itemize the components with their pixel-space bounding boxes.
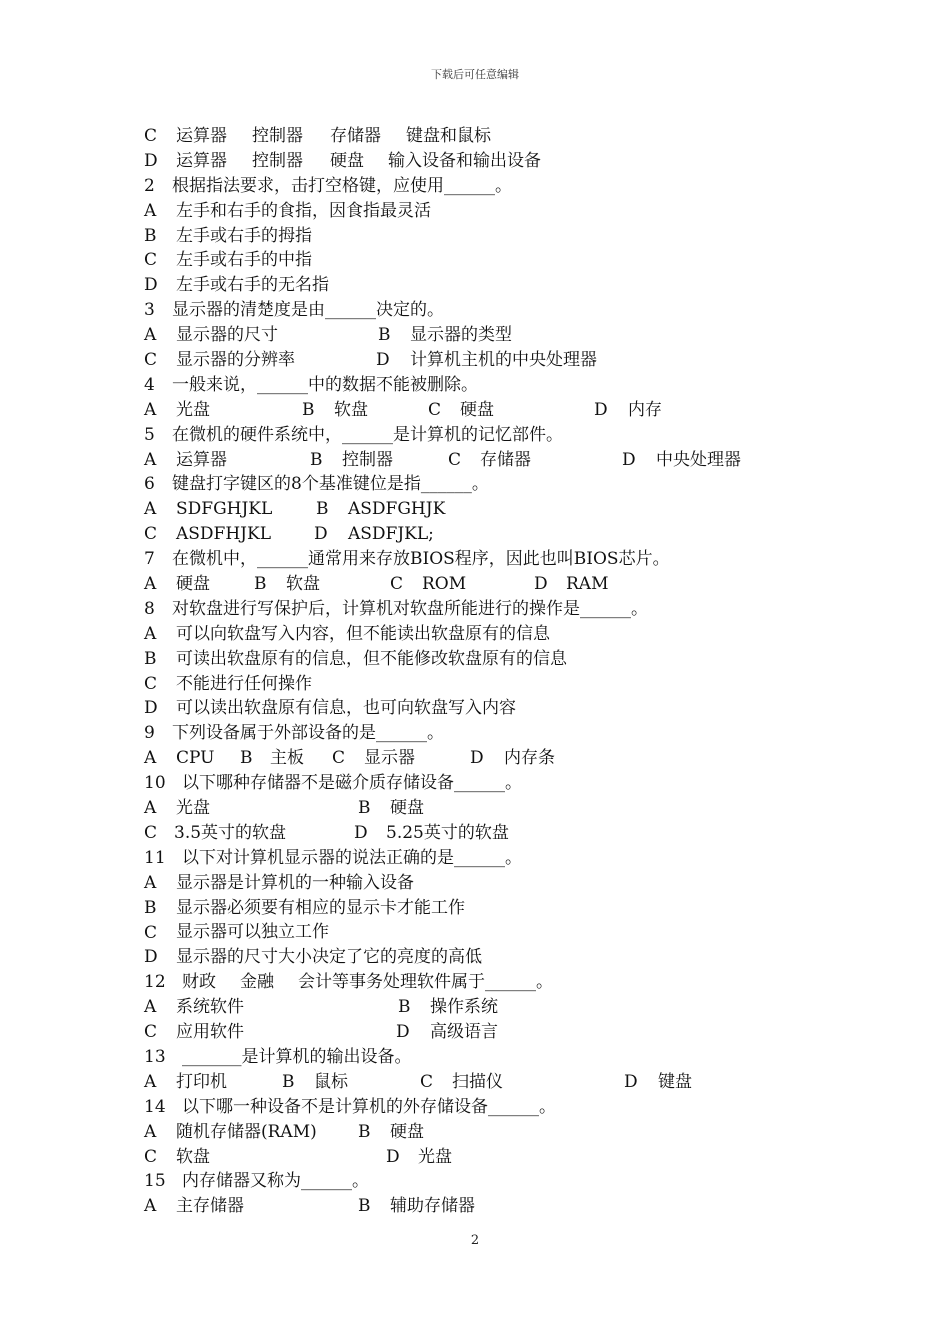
text-line xyxy=(144,970,824,995)
line-text: C xyxy=(428,399,442,420)
line-text: 3.5英寸的软盘 xyxy=(174,822,287,843)
line-label: C xyxy=(144,1146,158,1167)
line-text: 硬盘 xyxy=(390,798,424,819)
line-text: 存储器 xyxy=(480,449,531,470)
line-text: D xyxy=(354,822,368,843)
line-text: 显示器的类型 xyxy=(410,325,512,346)
text-line xyxy=(144,547,824,572)
line-text: 主存储器 xyxy=(176,1196,244,1217)
line-text: B xyxy=(310,449,323,470)
line-text: 显示器的尺寸大小决定了它的亮度的高低 xyxy=(176,947,482,968)
line-text: 左手或右手的无名指 xyxy=(176,275,329,296)
text-line xyxy=(144,846,824,871)
line-text: _______是计算机的输出设备。 xyxy=(182,1046,412,1067)
line-text: 显示器必须要有相应的显示卡才能工作 xyxy=(176,897,465,918)
line-label: C xyxy=(144,126,158,146)
line-text: 在微机的硬件系统中，______是计算机的记忆部件。 xyxy=(172,424,563,445)
line-label: D xyxy=(144,275,158,296)
text-line xyxy=(144,1020,824,1045)
text-line xyxy=(144,771,824,796)
text-line xyxy=(144,1169,824,1194)
line-text: C xyxy=(390,574,404,595)
line-text: 键盘打字键区的8个基准键位是指______。 xyxy=(172,474,489,495)
text-line xyxy=(144,273,824,298)
text-line xyxy=(144,1194,824,1219)
line-label: C xyxy=(144,524,158,545)
line-text: D xyxy=(314,524,328,545)
line-text: 扫描仪 xyxy=(452,1071,503,1092)
line-label: C xyxy=(144,922,158,943)
text-line xyxy=(144,124,824,149)
line-label: A xyxy=(144,798,157,819)
text-line xyxy=(144,448,824,473)
text-line xyxy=(144,298,824,323)
line-text: 显示器的尺寸 xyxy=(176,325,278,346)
text-line xyxy=(144,497,824,522)
line-text: 显示器的分辨率 xyxy=(176,350,295,370)
line-text: 控制器 xyxy=(342,449,393,470)
line-text: 内存储器又称为______。 xyxy=(182,1171,369,1192)
line-label: 2 xyxy=(144,175,155,196)
text-line xyxy=(144,597,824,622)
line-label: A xyxy=(144,449,157,470)
text-line xyxy=(144,647,824,672)
line-text: 在微机中，______通常用来存放BIOS程序，因此也叫BIOS芯片。 xyxy=(172,549,670,570)
line-text: ASDFJKL; xyxy=(348,524,434,545)
line-text: D xyxy=(470,748,484,769)
text-line xyxy=(144,224,824,249)
line-text: 财政 xyxy=(182,972,216,993)
line-text: B xyxy=(240,748,253,769)
line-label: 12 xyxy=(144,972,166,993)
text-line xyxy=(144,199,824,224)
line-label: C xyxy=(144,673,158,694)
line-text: D xyxy=(594,399,608,420)
line-label: C xyxy=(144,350,158,371)
line-label: C xyxy=(144,1022,158,1043)
line-text: B xyxy=(358,798,371,819)
line-text: 鼠标 xyxy=(314,1071,348,1092)
line-label: 3 xyxy=(144,300,155,321)
line-label: A xyxy=(144,399,157,420)
line-text: 金融 xyxy=(240,972,274,993)
text-line xyxy=(144,323,824,348)
line-text: 硬盘 xyxy=(176,574,210,595)
line-text: 软盘 xyxy=(286,574,320,595)
line-text: 硬盘 xyxy=(330,150,364,171)
line-label: 7 xyxy=(144,549,155,570)
line-label: 4 xyxy=(144,374,155,395)
text-line xyxy=(144,248,824,273)
text-line xyxy=(144,149,824,174)
text-line xyxy=(144,622,824,647)
line-text: CPU xyxy=(176,748,215,769)
line-label: A xyxy=(144,748,157,769)
text-line xyxy=(144,348,824,373)
line-text: 键盘 xyxy=(658,1071,692,1092)
line-text: 运算器 xyxy=(176,449,227,470)
line-text: 系统软件 xyxy=(176,997,244,1018)
line-text: 以下哪一种设备不是计算机的外存储设备______。 xyxy=(182,1096,556,1117)
line-text: ASDFHJKL xyxy=(176,524,271,545)
line-text: 显示器可以独立工作 xyxy=(176,922,329,943)
line-text: 左手和右手的食指，因食指最灵活 xyxy=(176,200,431,221)
line-label: B xyxy=(144,225,157,246)
line-label: C xyxy=(144,822,158,843)
line-label: 5 xyxy=(144,424,155,445)
line-text: 随机存储器(RAM) xyxy=(176,1121,317,1142)
line-text: 下列设备属于外部设备的是______。 xyxy=(172,723,444,744)
text-line xyxy=(144,423,824,448)
line-label: 14 xyxy=(144,1096,166,1117)
line-text: B xyxy=(398,997,411,1018)
text-line xyxy=(144,871,824,896)
line-text: 显示器是计算机的一种输入设备 xyxy=(176,872,414,893)
line-label: 9 xyxy=(144,723,155,744)
line-label: A xyxy=(144,1121,157,1142)
line-text: 根据指法要求，击打空格键，应使用______。 xyxy=(172,175,512,196)
line-text: 存储器 xyxy=(330,125,381,146)
line-text: 光盘 xyxy=(176,399,210,420)
line-label: C xyxy=(144,250,158,271)
text-line xyxy=(144,672,824,697)
line-label: 11 xyxy=(144,847,166,868)
line-label: A xyxy=(144,1071,157,1092)
line-text: 输入设备和输出设备 xyxy=(388,150,541,171)
line-label: A xyxy=(144,200,157,221)
line-text: C xyxy=(448,449,462,470)
text-line xyxy=(144,1045,824,1070)
page-number: 2 xyxy=(470,1233,480,1248)
line-text: 显示器 xyxy=(364,748,415,769)
line-text: 显示器的清楚度是由______决定的。 xyxy=(172,300,444,321)
line-text: 不能进行任何操作 xyxy=(176,673,312,694)
text-line xyxy=(144,796,824,821)
line-text: 中央处理器 xyxy=(656,449,741,470)
line-text: 可以向软盘写入内容，但不能读出软盘原有的信息 xyxy=(176,623,550,644)
line-text: 一般来说，______中的数据不能被删除。 xyxy=(172,374,478,395)
line-text: D xyxy=(396,1022,410,1043)
line-text: B xyxy=(358,1121,371,1142)
text-line xyxy=(144,174,824,199)
line-label: A xyxy=(144,872,157,893)
line-label: D xyxy=(144,150,158,171)
text-line xyxy=(144,945,824,970)
line-text: 5.25英寸的软盘 xyxy=(386,822,509,843)
text-line xyxy=(144,398,824,423)
document-body xyxy=(144,124,824,1219)
line-text: 内存 xyxy=(628,399,662,420)
line-text: D xyxy=(376,350,390,370)
line-label: B xyxy=(144,648,157,669)
text-line xyxy=(144,1095,824,1120)
text-line xyxy=(144,696,824,721)
line-label: B xyxy=(144,897,157,918)
line-label: 13 xyxy=(144,1046,166,1067)
line-text: C xyxy=(420,1071,434,1092)
text-line xyxy=(144,1145,824,1170)
line-text: 打印机 xyxy=(176,1071,227,1092)
line-text: B xyxy=(378,325,391,346)
line-text: ROM xyxy=(422,574,467,595)
line-text: 键盘和鼠标 xyxy=(406,125,491,146)
line-text: 左手或右手的拇指 xyxy=(176,225,312,246)
line-label: 6 xyxy=(144,474,155,495)
text-line xyxy=(144,821,824,846)
line-text: 可读出软盘原有的信息，但不能修改软盘原有的信息 xyxy=(176,648,567,669)
text-line xyxy=(144,572,824,597)
line-label: A xyxy=(144,499,157,520)
line-text: B xyxy=(316,499,329,520)
line-text: 主板 xyxy=(270,748,304,769)
line-text: 左手或右手的中指 xyxy=(176,250,312,271)
line-text: B xyxy=(358,1196,371,1217)
line-text: 控制器 xyxy=(252,150,303,171)
line-label: A xyxy=(144,574,157,595)
line-label: A xyxy=(144,623,157,644)
line-text: 软盘 xyxy=(334,399,368,420)
text-line xyxy=(144,746,824,771)
line-label: A xyxy=(144,997,157,1018)
line-text: B xyxy=(282,1071,295,1092)
line-text: D xyxy=(386,1146,400,1167)
line-text: 光盘 xyxy=(418,1146,452,1167)
line-text: B xyxy=(254,574,267,595)
line-text: 以下对计算机显示器的说法正确的是______。 xyxy=(182,847,522,868)
line-text: 辅助存储器 xyxy=(390,1196,475,1217)
line-text: RAM xyxy=(566,574,609,595)
line-label: A xyxy=(144,325,157,346)
line-label: 10 xyxy=(144,773,166,794)
text-line xyxy=(144,472,824,497)
line-label: 15 xyxy=(144,1171,166,1192)
line-label: D xyxy=(144,947,158,968)
line-text: 对软盘进行写保护后，计算机对软盘所能进行的操作是______。 xyxy=(172,598,648,619)
line-text: C xyxy=(332,748,346,769)
line-text: 操作系统 xyxy=(430,997,498,1018)
line-text: B xyxy=(302,399,315,420)
page-header: 下载后可任意编辑 xyxy=(431,68,519,81)
text-line xyxy=(144,896,824,921)
line-text: 光盘 xyxy=(176,798,210,819)
line-text: 内存条 xyxy=(504,748,555,769)
line-text: 可以读出软盘原有信息，也可向软盘写入内容 xyxy=(176,698,516,719)
line-text: 计算机主机的中央处理器 xyxy=(410,350,597,370)
line-text: 硬盘 xyxy=(460,399,494,420)
line-text: 运算器 xyxy=(176,150,227,171)
line-text: 会计等事务处理软件属于______。 xyxy=(298,972,553,993)
text-line xyxy=(144,995,824,1020)
line-text: ASDFGHJK xyxy=(348,499,446,520)
line-text: 高级语言 xyxy=(430,1022,498,1043)
line-label: A xyxy=(144,1196,157,1217)
line-label: D xyxy=(144,698,158,719)
text-line xyxy=(144,1070,824,1095)
line-text: 运算器 xyxy=(176,125,227,146)
line-text: D xyxy=(534,574,548,595)
text-line xyxy=(144,1120,824,1145)
text-line xyxy=(144,373,824,398)
line-text: SDFGHJKL xyxy=(176,499,273,520)
line-text: 应用软件 xyxy=(176,1022,244,1043)
line-label: 8 xyxy=(144,598,155,619)
line-text: D xyxy=(624,1071,638,1092)
text-line xyxy=(144,721,824,746)
line-text: 控制器 xyxy=(252,125,303,146)
line-text: D xyxy=(622,449,636,470)
line-text: 硬盘 xyxy=(390,1121,424,1142)
text-line xyxy=(144,522,824,547)
line-text: 软盘 xyxy=(176,1146,210,1167)
text-line xyxy=(144,921,824,946)
line-text: 以下哪种存储器不是磁介质存储设备______。 xyxy=(182,773,522,794)
